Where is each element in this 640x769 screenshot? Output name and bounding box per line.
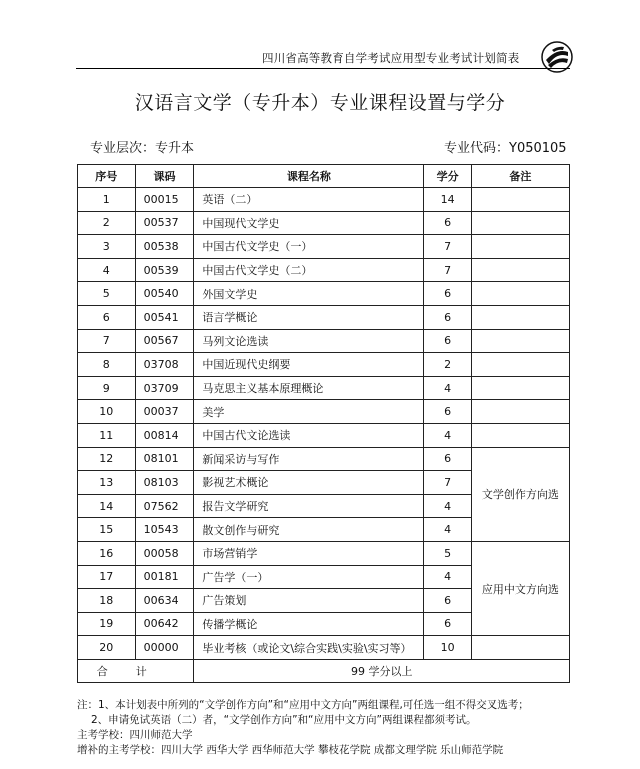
footnote-1: 注：1、本计划表中所列的“文学创作方向”和“应用中文方向”两组课程,可任选一组不得交叉选考； <box>77 699 529 711</box>
table-header-row <box>78 165 570 188</box>
cell-name: 中国古代文学史（一） <box>194 235 424 259</box>
header-no: 序号 <box>78 165 136 188</box>
cell-credit: 14 <box>424 188 471 212</box>
cell-name: 中国近现代史纲要 <box>194 353 424 377</box>
cell-note <box>471 235 569 259</box>
cell-credit: 2 <box>424 353 471 377</box>
table-row <box>78 305 570 329</box>
cell-code: 00814 <box>135 423 194 447</box>
cell-name: 马列文论选读 <box>194 329 424 353</box>
cell-credit: 6 <box>424 282 471 306</box>
cell-name: 广告策划 <box>194 589 424 613</box>
cell-name: 毕业考核（或论文\综合实践\实验\实习等） <box>194 636 424 660</box>
cell-code: 00541 <box>135 305 194 329</box>
cell-note <box>471 258 569 282</box>
cell-credit: 4 <box>424 376 471 400</box>
cell-name: 影视艺术概论 <box>194 471 424 495</box>
cell-no: 16 <box>78 541 136 565</box>
cell-code: 00037 <box>135 400 194 424</box>
cell-name: 马克思主义基本原理概论 <box>194 376 424 400</box>
cell-note <box>471 400 569 424</box>
cell-no: 20 <box>78 636 136 660</box>
course-table <box>77 164 570 683</box>
table-row <box>78 376 570 400</box>
note-applied-track: 应用中文方向选 <box>471 541 569 635</box>
cell-credit: 5 <box>424 541 471 565</box>
cell-credit: 7 <box>424 258 471 282</box>
major-level: 专业层次：专升本 <box>90 141 195 156</box>
cell-code: 00181 <box>135 565 194 589</box>
table-row <box>78 353 570 377</box>
table-row <box>78 329 570 353</box>
header-name: 课程名称 <box>194 165 424 188</box>
cell-name: 中国现代文学史 <box>194 211 424 235</box>
cell-name: 英语（二） <box>194 188 424 212</box>
table-row <box>78 423 570 447</box>
footnotes <box>77 698 529 758</box>
cell-name: 美学 <box>194 400 424 424</box>
cell-no: 7 <box>78 329 136 353</box>
table-row <box>78 211 570 235</box>
cell-code: 00539 <box>135 258 194 282</box>
cell-name: 报告文学研究 <box>194 494 424 518</box>
cell-name: 传播学概论 <box>194 612 424 636</box>
table-row <box>78 235 570 259</box>
cell-code: 00540 <box>135 282 194 306</box>
total-value: 99 学分以上 <box>194 659 570 683</box>
major-code: 专业代码：Y050105 <box>444 141 567 156</box>
cell-note <box>471 188 569 212</box>
document-header: 四川省高等教育自学考试应用型专业考试计划简表 <box>262 51 520 65</box>
cell-code: 08103 <box>135 471 194 495</box>
cell-code: 00634 <box>135 589 194 613</box>
cell-name: 散文创作与研究 <box>194 518 424 542</box>
cell-code: 08101 <box>135 447 194 471</box>
cell-credit: 6 <box>424 589 471 613</box>
page-title: 汉语言文学（专升本）专业课程设置与学分 <box>134 92 506 114</box>
cell-no: 15 <box>78 518 136 542</box>
cell-credit: 6 <box>424 612 471 636</box>
cell-no: 1 <box>78 188 136 212</box>
cell-code: 03708 <box>135 353 194 377</box>
table-row <box>78 258 570 282</box>
cell-code: 00000 <box>135 636 194 660</box>
cell-note <box>471 282 569 306</box>
cell-no: 13 <box>78 471 136 495</box>
cell-name: 广告学（一） <box>194 565 424 589</box>
cell-code: 03709 <box>135 376 194 400</box>
table-row <box>78 188 570 212</box>
cell-no: 11 <box>78 423 136 447</box>
cell-code: 00642 <box>135 612 194 636</box>
cell-name: 新闻采访与写作 <box>194 447 424 471</box>
cell-credit: 7 <box>424 235 471 259</box>
cell-no: 18 <box>78 589 136 613</box>
cell-name: 市场营销学 <box>194 541 424 565</box>
cell-no: 9 <box>78 376 136 400</box>
cell-credit: 4 <box>424 565 471 589</box>
cell-code: 00015 <box>135 188 194 212</box>
header-code: 课码 <box>135 165 194 188</box>
cell-name: 外国文学史 <box>194 282 424 306</box>
cell-no: 19 <box>78 612 136 636</box>
cell-note <box>471 305 569 329</box>
cell-name: 中国古代文论选读 <box>194 423 424 447</box>
table-row <box>78 282 570 306</box>
cell-credit: 6 <box>424 447 471 471</box>
cell-no: 14 <box>78 494 136 518</box>
table-row <box>78 541 570 565</box>
table-row <box>78 447 570 471</box>
cell-credit: 6 <box>424 305 471 329</box>
additional-schools: 增补的主考学校：四川大学 西华大学 西华师范大学 攀枝花学院 成都文理学院 乐山师范学院 <box>77 744 504 756</box>
cell-credit: 7 <box>424 471 471 495</box>
main-school: 主考学校：四川师范大学 <box>77 729 193 741</box>
cell-credit: 4 <box>424 494 471 518</box>
cell-note <box>471 636 569 660</box>
cell-no: 3 <box>78 235 136 259</box>
cell-code: 10543 <box>135 518 194 542</box>
total-row <box>78 659 570 683</box>
cell-code: 00537 <box>135 211 194 235</box>
cell-note <box>471 329 569 353</box>
cell-no: 2 <box>78 211 136 235</box>
cell-note <box>471 376 569 400</box>
cell-no: 8 <box>78 353 136 377</box>
cell-no: 10 <box>78 400 136 424</box>
cell-name: 中国古代文学史（二） <box>194 258 424 282</box>
cell-credit: 6 <box>424 400 471 424</box>
total-label: 合计 <box>78 659 194 683</box>
header-note: 备注 <box>471 165 569 188</box>
header-divider <box>76 68 570 69</box>
cell-code: 00058 <box>135 541 194 565</box>
footnote-2: 2、申请免试英语（二）者，“文学创作方向”和“应用中文方向”两组课程都须考试。 <box>91 714 477 726</box>
header-credit: 学分 <box>424 165 471 188</box>
cell-credit: 6 <box>424 211 471 235</box>
cell-no: 12 <box>78 447 136 471</box>
cell-note <box>471 353 569 377</box>
cell-credit: 6 <box>424 329 471 353</box>
cell-code: 07562 <box>135 494 194 518</box>
cell-credit: 4 <box>424 518 471 542</box>
cell-code: 00538 <box>135 235 194 259</box>
cell-no: 4 <box>78 258 136 282</box>
cell-no: 6 <box>78 305 136 329</box>
cell-no: 5 <box>78 282 136 306</box>
cell-note <box>471 423 569 447</box>
cell-code: 00567 <box>135 329 194 353</box>
cell-credit: 10 <box>424 636 471 660</box>
cell-no: 17 <box>78 565 136 589</box>
cell-note <box>471 211 569 235</box>
note-creative-track: 文学创作方向选 <box>471 447 569 541</box>
table-row <box>78 636 570 660</box>
cell-name: 语言学概论 <box>194 305 424 329</box>
cell-credit: 4 <box>424 423 471 447</box>
table-row <box>78 400 570 424</box>
